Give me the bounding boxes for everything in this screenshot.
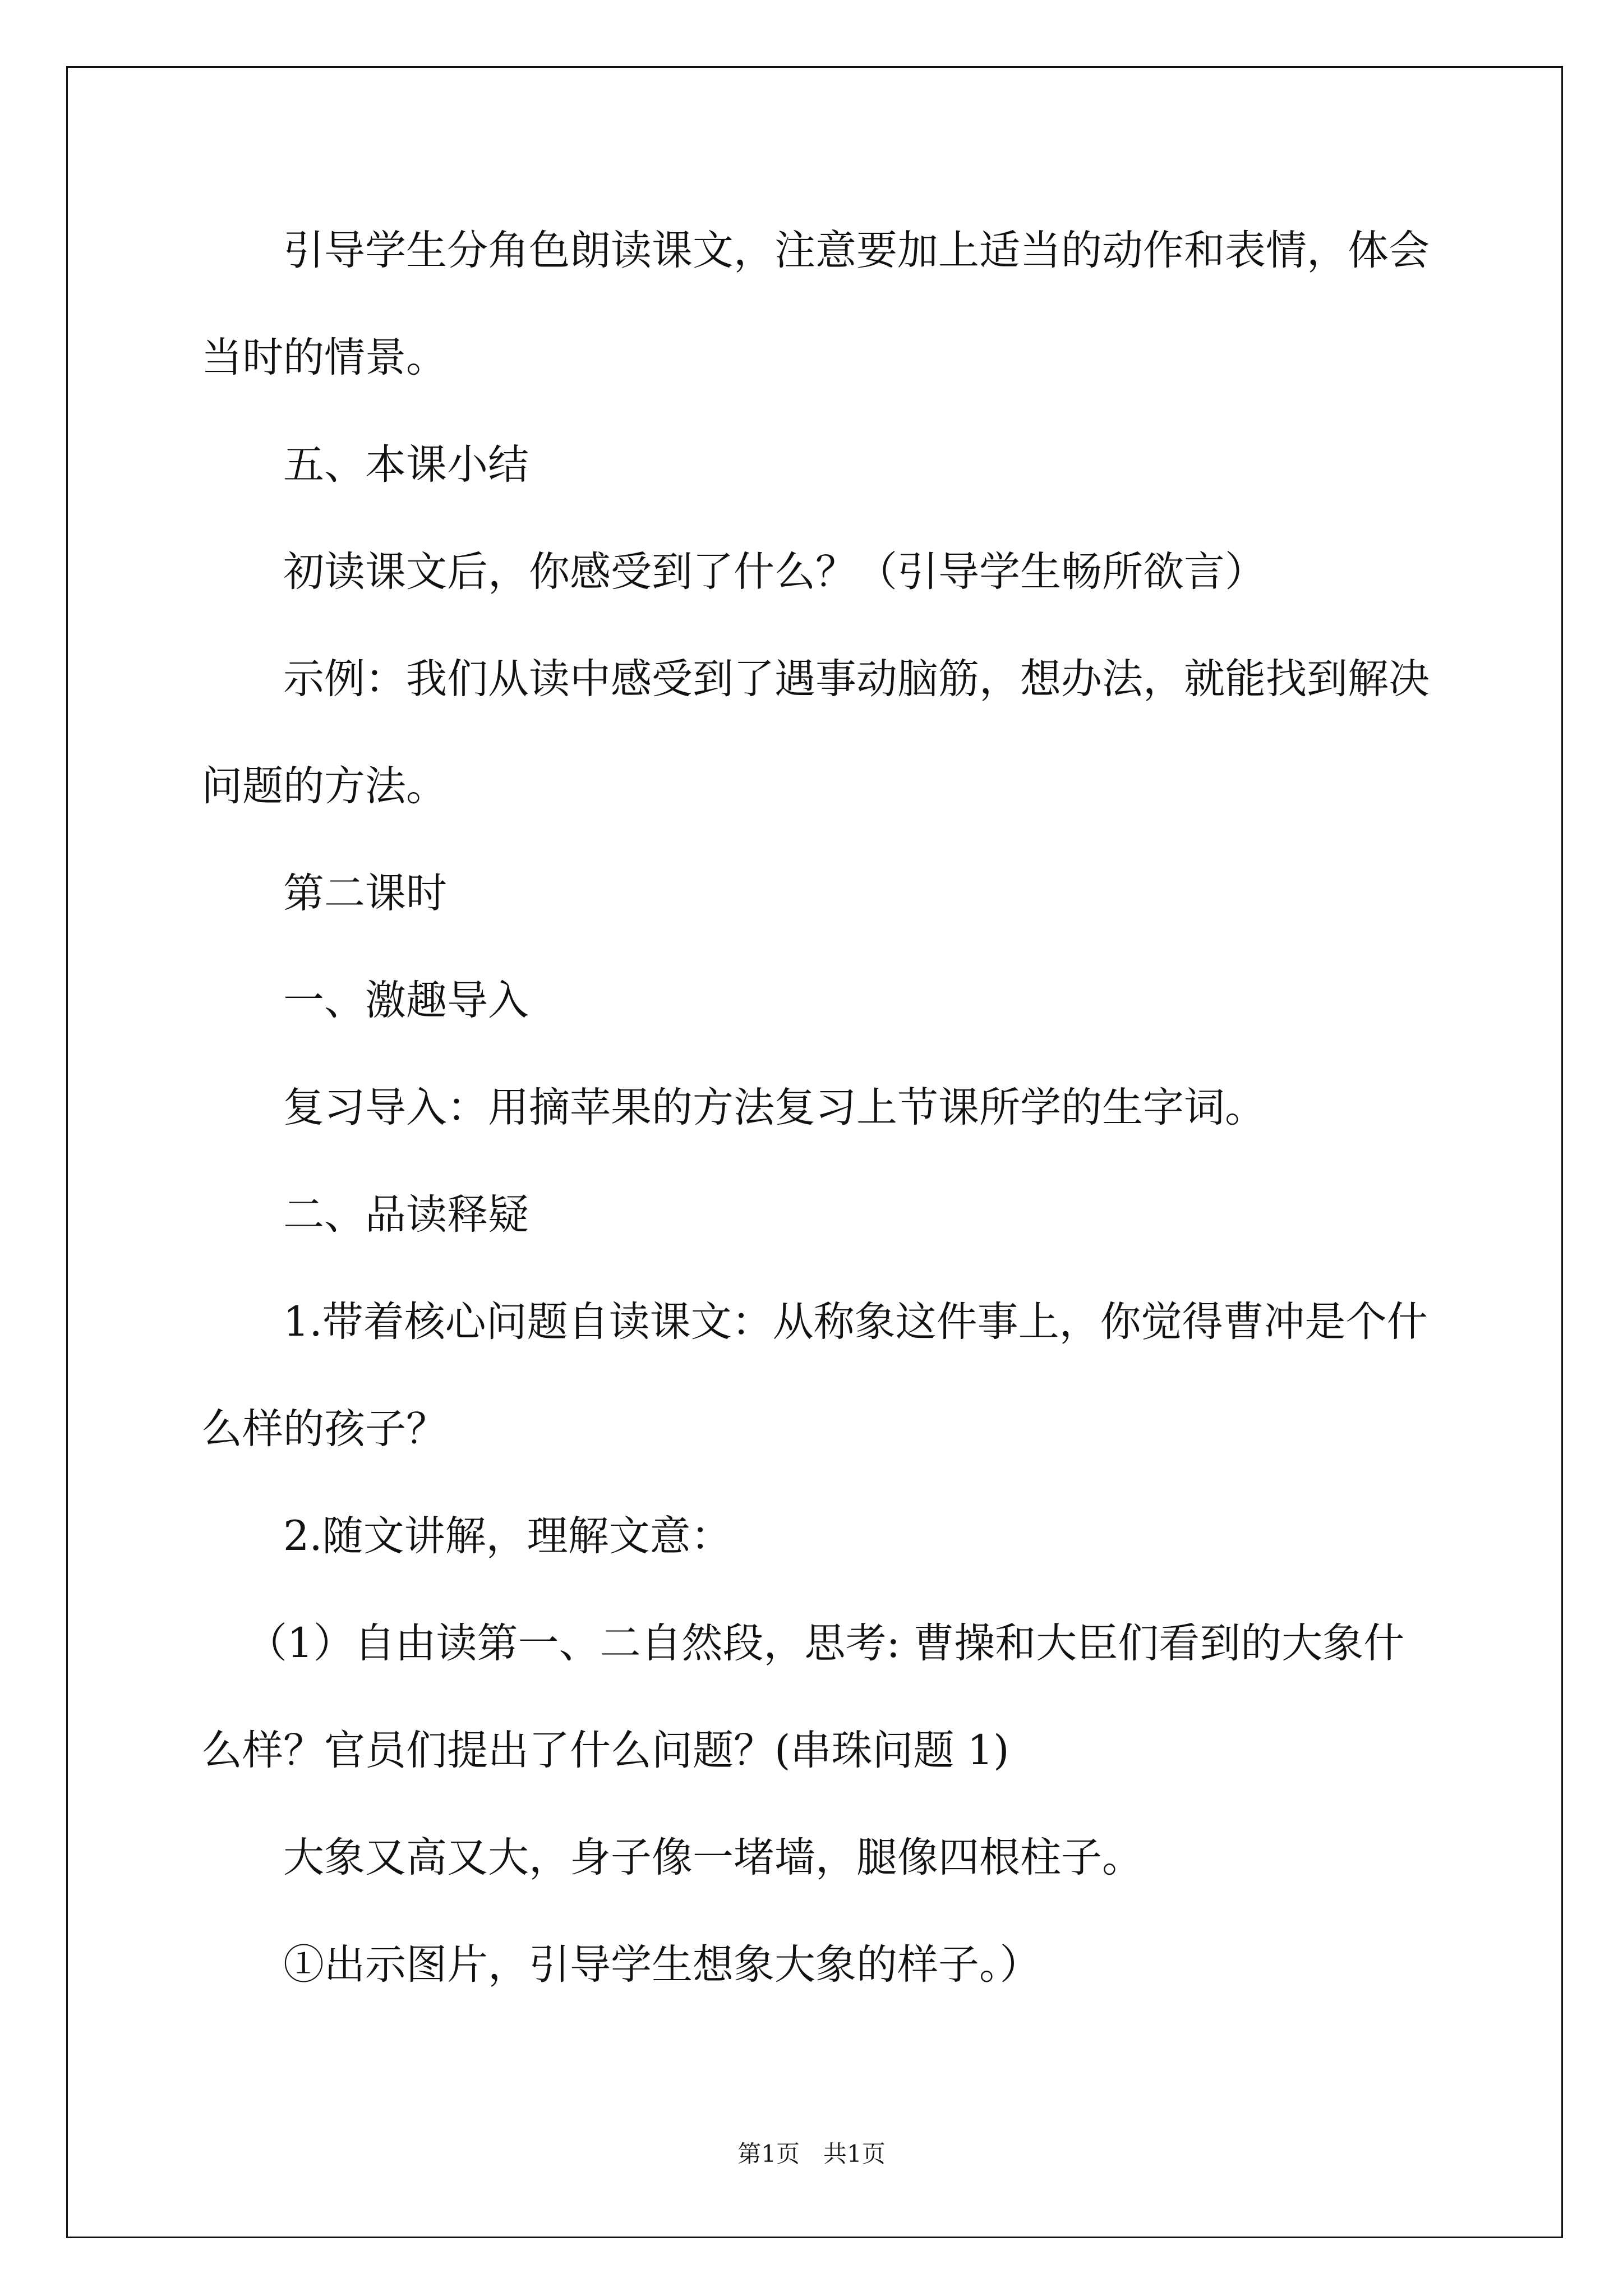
paragraph-line: 第二课时	[283, 869, 447, 917]
paragraph	[201, 1911, 1435, 2018]
paragraph-line: ①出示图片，引导学生想象大象的样子。）	[283, 1941, 1041, 1989]
paragraph-line: 么样？官员们提出了什么问题？(串珠问题 1)	[201, 1727, 1009, 1774]
paragraph	[201, 1483, 1435, 1590]
paragraph-line: 复习导入：用摘苹果的方法复习上节课所学的生字词。	[283, 1084, 1266, 1131]
document-body	[201, 197, 1435, 2018]
paragraph-line: 初读课文后，你感受到了什么？（引导学生畅所欲言）	[283, 548, 1266, 596]
paragraph	[201, 1268, 1435, 1483]
paragraph	[201, 1054, 1435, 1161]
paragraph-line: 引导学生分角色朗读课文，注意要加上适当的动作和表情，体会	[283, 227, 1430, 274]
section-heading	[201, 947, 1435, 1054]
paragraph	[201, 518, 1435, 625]
paragraph	[201, 1804, 1435, 1911]
paragraph-line: 一、激趣导入	[283, 977, 529, 1024]
section-heading	[201, 840, 1435, 947]
paragraph-line: 五、本课小结	[283, 441, 529, 489]
paragraph-line: 么样的孩子？	[201, 1405, 447, 1453]
paragraph-line: 1.带着核心问题自读课文：从称象这件事上，你觉得曹冲是个什	[283, 1298, 1428, 1346]
paragraph-line: （1）自由读第一、二自然段，思考: 曹操和大臣们看到的大象什	[246, 1619, 1405, 1667]
paragraph-line: 问题的方法。	[201, 762, 447, 810]
paragraph-line: 当时的情景。	[201, 334, 447, 381]
paragraph-line: 2.随文讲解，理解文意：	[283, 1512, 732, 1560]
section-heading	[201, 1161, 1435, 1268]
paragraph-line: 示例：我们从读中感受到了遇事动脑筋，想办法，就能找到解决	[283, 655, 1430, 703]
paragraph	[201, 1590, 1435, 1804]
paragraph-line: 二、品读释疑	[283, 1191, 529, 1239]
section-heading	[201, 411, 1435, 518]
paragraph	[201, 625, 1435, 840]
paragraph	[201, 197, 1435, 411]
page-footer: 第1页 共1页	[737, 2140, 886, 2168]
paragraph-line: 大象又高又大，身子像一堵墙，腿像四根柱子。	[283, 1834, 1143, 1881]
